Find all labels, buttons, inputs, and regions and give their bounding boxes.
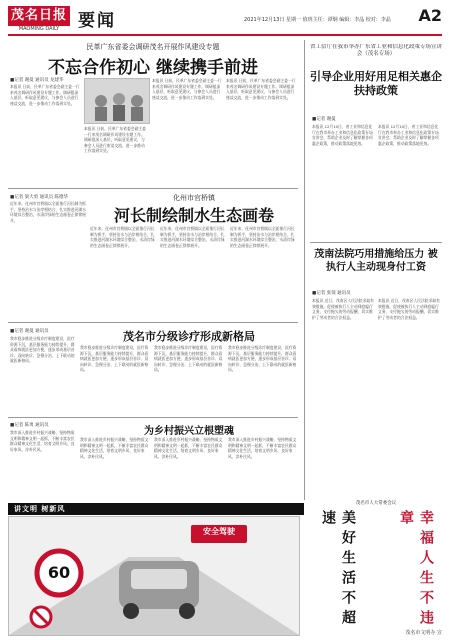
story4-body-col4: 我市稳步推进分级诊疗制度建设，医疗资源下沉，基层服务能力持续提升，群众看病就医更加方便，逐步形成基层首诊、双向转诊、急慢分治、上下联动的就医新格局。 — [228, 345, 297, 373]
psa-illustration — [8, 516, 300, 636]
story4-title: 茂名市分级诊疗形成新格局 — [123, 330, 255, 343]
column-rule — [304, 40, 305, 500]
story2-body-col4: 本报讯 日前，民革广东省委会副主委一行来茂名调研作风建设专题工作。调研组深入基层，听取意见建议，与参会人员进行座谈交流，进一步推动工作落到实处。 — [226, 78, 296, 100]
slogan-left: 美好生活不超速 — [320, 510, 356, 630]
story5-title: 为乡村振兴立根塑魂 — [144, 426, 234, 437]
footer-credit: 茂名市文明办 宣 — [405, 630, 442, 636]
story1-kicker: 茂名市人大常委会议 — [355, 501, 397, 506]
story5-body-col3: 我市深入推进乡村振兴战略，坚持物质文明和精神文明一起抓，不断丰富农民群众精神文化生活，培育文明乡风、良好家风、淳朴民风。 — [154, 437, 223, 459]
divider — [8, 322, 298, 323]
story3-title: 河长制绘制水生态画卷 — [113, 206, 274, 225]
safety-sign: 安全驾驶 — [203, 527, 235, 536]
story3-body-col4: 近年来，化州市官桥镇以全面推行河长制为抓手，坚持治水与治岸相结合，扎实推进河湖水环境综合整治，水清岸绿的生态画卷正徐徐展开。 — [230, 226, 295, 248]
newspaper-logo-en: MAOMING DAILY — [18, 26, 60, 32]
story5-body-col1: 我市深入推进乡村振兴战略，坚持物质文明和精神文明一起抓，不断丰富农民群众精神文化生活，培育文明乡风、良好家风、淳朴民风。 — [10, 430, 75, 452]
story2-kicker: 民革广东省委会调研茂名开展作风建设专题 — [86, 43, 220, 51]
story3-kicker: 化州市官桥镇 — [173, 194, 215, 202]
side1-byline: ■记者 谢曼 — [312, 117, 336, 122]
story3-body-col1: 近年来，化州市官桥镇以全面推行河长制为抓手，坚持治水与治岸相结合，扎实推进河湖水环境综合整治，水清岸绿的生态画卷正徐徐展开。 — [10, 201, 86, 223]
newspaper-logo: 茂名日报 — [8, 6, 70, 26]
section-title: 要闻 — [78, 11, 116, 31]
story4-body-col2: 我市稳步推进分级诊疗制度建设，医疗资源下沉，基层服务能力持续提升，群众看病就医更加方便，逐步形成基层首诊、双向转诊、急慢分治、上下联动的就医新格局。 — [80, 345, 149, 373]
slogan-right: 幸福人生不违章 — [398, 510, 434, 630]
story3-body-col2: 近年来，化州市官桥镇以全面推行河长制为抓手，坚持治水与治岸相结合，扎实推进河湖水环境综合整治，水清岸绿的生态画卷正徐徐展开。 — [90, 226, 155, 248]
story2-body-col1: 本报讯 日前，民革广东省委会副主委一行来茂名调研作风建设专题工作。调研组深入基层，听取意见建议，与参会人员进行座谈交流，进一步推动工作落到实处。 — [10, 84, 80, 106]
side2-byline: ■记者 张领 通讯员 — [312, 291, 351, 296]
divider — [8, 188, 298, 189]
story2-body-col2: 本报讯 日前，民革广东省委会副主委一行来茂名调研作风建设专题工作。调研组深入基层，听取意见建议，与参会人员进行座谈交流，进一步推动工作落到实处。 — [84, 126, 146, 154]
story2-title: 不忘合作初心 继续携手前进 — [48, 58, 258, 78]
story2-byline: ■记者 谢曼 通讯员 龙建华 — [10, 78, 64, 83]
story2-photo — [84, 78, 150, 124]
story5-body-col2: 我市深入推进乡村振兴战略，坚持物质文明和精神文明一起抓，不断丰富农民群众精神文化生活，培育文明乡风、良好家风、淳朴民风。 — [80, 437, 149, 459]
story5-byline: ■记者 陈勇 通讯员 — [10, 423, 49, 428]
story3-body-col3: 近年来，化州市官桥镇以全面推行河长制为抓手，坚持治水与治岸相结合，扎实推进河湖水环境综合整治，水清岸绿的生态画卷正徐徐展开。 — [160, 226, 225, 248]
masthead — [8, 6, 442, 34]
masthead-rule — [8, 34, 442, 36]
dateline: 2021年12月13日 星期一 值班主任：谭炯 编辑：李晶 校对：李晶 — [244, 17, 391, 23]
people-photo-icon — [85, 79, 149, 123]
story5-body-col4: 我市深入推进乡村振兴战略，坚持物质文明和精神文明一起抓，不断丰富农民群众精神文化生活，培育文明乡风、良好家风、淳朴民风。 — [228, 437, 297, 459]
story4-body-col3: 我市稳步推进分级诊疗制度建设，医疗资源下沉，基层服务能力持续提升，群众看病就医更加方便，逐步形成基层首诊、双向转诊、急慢分治、上下联动的就医新格局。 — [154, 345, 223, 373]
psa-banner: 讲文明 树新风 — [8, 503, 304, 515]
speed-limit-sign: 60 — [47, 563, 71, 582]
side2-body-col2: 本报讯 近日，茂南区人民法院采取有效措施，促使被执行人主动到庭履行义务，支付拖欠的劳动报酬，切实维护了劳动者的合法权益。 — [378, 298, 440, 320]
side2-title: 茂南法院巧用措施给压力 被执行人主动现身付工资 — [314, 249, 438, 273]
side1-title: 引导企业用好用足相关惠企扶持政策 — [310, 70, 442, 97]
story3-byline: ■记者 梁大勇 通讯员 陈德华 — [10, 195, 69, 200]
story4-byline: ■记者 谢曼 通讯员 — [10, 329, 49, 334]
side2-body-col1: 本报讯 近日，茂南区人民法院采取有效措施，促使被执行人主动到庭履行义务，支付拖欠的劳动报酬，切实维护了劳动者的合法权益。 — [312, 298, 374, 320]
divider — [310, 242, 442, 243]
story2-body-col3: 本报讯 日前，民革广东省委会副主委一行来茂名调研作风建设专题工作。调研组深入基层，听取意见建议，与参会人员进行座谈交流，进一步推动工作落到实处。 — [152, 78, 222, 100]
side1-kicker: 省工信厅在我市举办广东省工业和信息化政策专场宣讲会（茂名专场） — [310, 44, 442, 57]
side1-body-col1: 本报讯 12月10日，省工业和信息化厅在我市举办工业和信息化政策专场宣讲会，帮助企业及时了解掌握各项惠企政策，推动政策落地见效。 — [312, 124, 373, 146]
story4-body-col1: 我市稳步推进分级诊疗制度建设，医疗资源下沉，基层服务能力持续提升，群众看病就医更加方便，逐步形成基层首诊、双向转诊、急慢分治、上下联动的就医新格局。 — [10, 336, 75, 364]
side1-body-col2: 本报讯 12月10日，省工业和信息化厅在我市举办工业和信息化政策专场宣讲会，帮助企业及时了解掌握各项惠企政策，推动政策落地见效。 — [378, 124, 439, 146]
page-number: A2 — [418, 6, 442, 25]
divider — [8, 417, 298, 418]
